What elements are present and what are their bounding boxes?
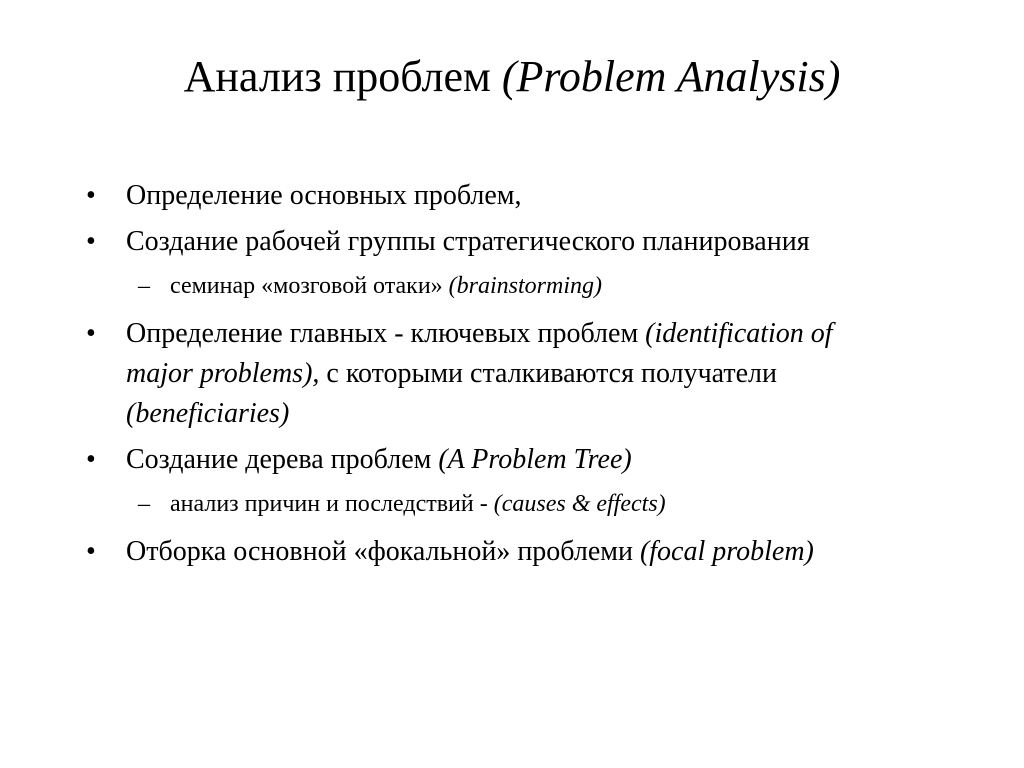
bullet-item-focal-problem: [0, 532, 1024, 572]
sub-bullet-marker: –: [138, 273, 150, 299]
bullet-text: Определение основных проблем,: [126, 180, 522, 211]
sub-bullet-marker: –: [138, 491, 150, 517]
slide-title: [0, 52, 1024, 103]
bullet-english-term: (beneficiaries): [126, 398, 290, 429]
sub-bullet-item-causes-effects: [0, 486, 1024, 522]
bullet-marker: •: [86, 226, 96, 257]
bullet-english-term: (focal problem): [639, 536, 814, 567]
slide-title-text: Анализ проблем: [183, 52, 502, 101]
bullet-text: Определение главных - ключевых проблем: [126, 318, 646, 349]
bullet-english-term: (identification of major problems),: [126, 318, 833, 389]
bullet-text-continued: с которыми сталкиваются получатели: [319, 358, 777, 389]
bullet-english-term: (A Problem Tree): [438, 444, 632, 475]
bullet-marker: •: [86, 318, 96, 349]
bullet-item-working-group: [0, 222, 1024, 262]
bullet-text: Создание рабочей группы стратегического планирования: [126, 226, 810, 257]
slide-title-english: (Problem Analysis): [501, 52, 841, 101]
bullet-item-key-problems: [0, 314, 1024, 434]
bullet-text: Отборка основной «фокальной» проблеми: [126, 536, 640, 567]
bullet-marker: •: [86, 536, 96, 567]
bullet-marker: •: [86, 180, 96, 211]
bullet-english-term: (brainstorming): [448, 273, 603, 299]
bullet-english-term: (causes & effects): [493, 491, 666, 517]
bullet-item-problem-tree: [0, 440, 1024, 480]
sub-bullet-item-brainstorming: [0, 268, 1024, 304]
bullet-text: семинар «мозговой отаки»: [170, 273, 449, 299]
bullet-text: анализ причин и последствий -: [170, 491, 494, 517]
bullet-list: [0, 176, 1024, 578]
bullet-text: Создание дерева проблем: [126, 444, 439, 475]
bullet-item-define-problems: [0, 176, 1024, 216]
bullet-marker: •: [86, 444, 96, 475]
